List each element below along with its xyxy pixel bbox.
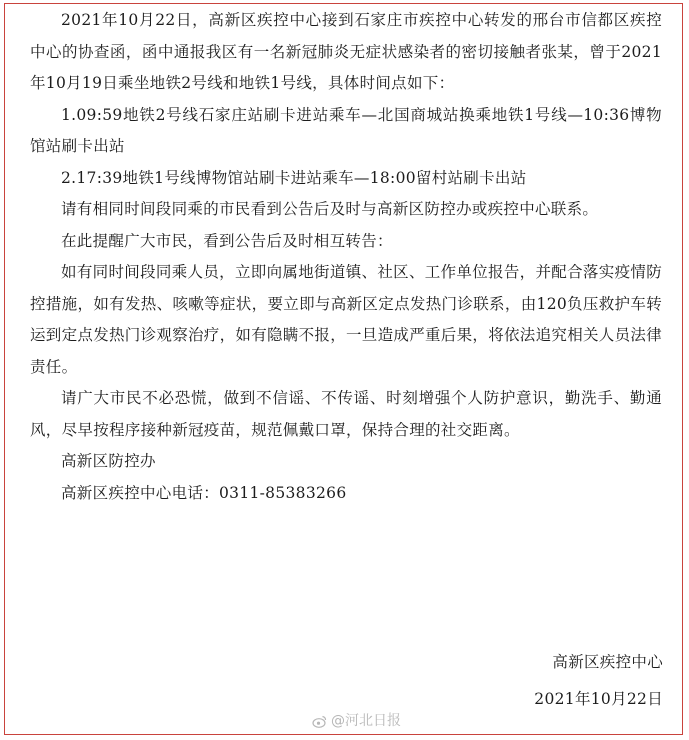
notice-paragraph-3: 2.17:39地铁1号线博物馆站刷卡进站乘车—18:00留村站刷卡出站 <box>61 168 527 187</box>
notice-paragraph-4: 请有相同时间段同乘的市民看到公告后及时与高新区防控办或疾控中心联系。 <box>61 200 599 218</box>
notice-paragraph-2: 1.09:59地铁2号线石家庄站刷卡进站乘车—北国商城站换乘地铁1号线—10:36博物馆站刷卡出站 <box>30 105 662 155</box>
signature-block <box>534 644 663 718</box>
notice-paragraph-6: 如有同时间段同乘人员，立即向属地街道镇、社区、工作单位报告，并配合落实疫情防控措施，如有发热、咳嗽等症状，要立即与高新区定点发热门诊联系，由120负压救护车转运到定点发热门诊观察治疗，如有隐瞒不报，一旦造成严重后果，将依法追究相关人员法律责任。 <box>30 263 663 376</box>
notice-paragraph-1: 2021年10月22日，高新区疾控中心接到石家庄市疾控中心转发的邢台市信都区疾控中心的协查函，函中通报我区有一名新冠肺炎无症状感染者的密切接触者张某，曾于2021年10月19日乘坐地铁2号线和地铁1号线，具体时间点如下： <box>30 11 662 92</box>
watermark <box>312 712 401 730</box>
notice-paragraph-8: 高新区防控办 <box>61 452 156 470</box>
notice-body <box>30 5 662 509</box>
weibo-icon <box>312 714 327 729</box>
signature-date: 2021年10月22日 <box>534 690 663 708</box>
notice-paragraph-5: 在此提醒广大市民，看到公告后及时相互转告： <box>61 231 393 250</box>
watermark-text: @河北日报 <box>331 713 401 729</box>
signature-org: 高新区疾控中心 <box>552 653 663 671</box>
notice-paragraph-7: 请广大市民不必恐慌，做到不信谣、不传谣、时刻增强个人防护意识，勤洗手、勤通风，尽早按程序接种新冠疫苗，规范佩戴口罩，保持合理的社交距离。 <box>30 389 662 439</box>
notice-paragraph-9: 高新区疾控中心电话：0311-85383266 <box>61 483 347 502</box>
